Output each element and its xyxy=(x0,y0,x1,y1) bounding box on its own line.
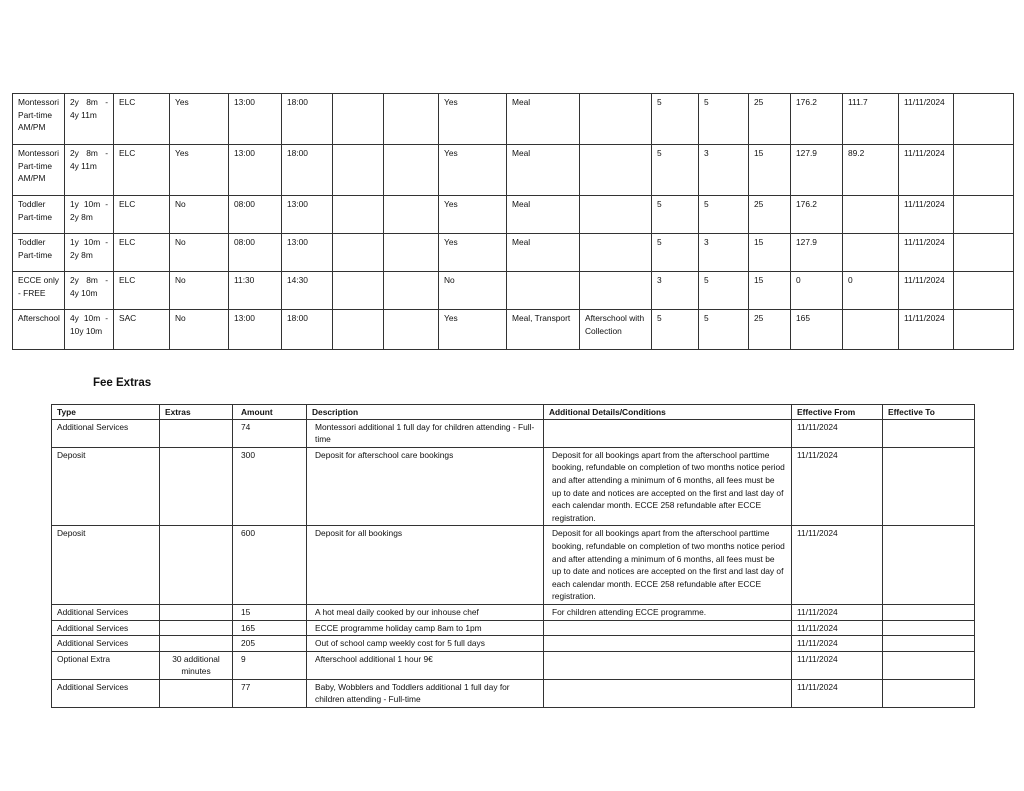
fee-cell-date: 11/11/2024 xyxy=(899,196,954,234)
fee-cell-sessions: 5 xyxy=(699,94,749,145)
fee-cell-days: 5 xyxy=(652,196,699,234)
fee-cell-hours: 15 xyxy=(749,145,791,196)
fee-extra-cell-amount: 77 xyxy=(233,679,307,707)
fee-extra-cell-details xyxy=(544,620,792,636)
fee-extra-cell-type: Additional Services xyxy=(52,620,160,636)
fee-extra-cell-description: Afterschool additional 1 hour 9€ xyxy=(307,651,544,679)
fee-cell-start: 13:00 xyxy=(229,145,282,196)
fee-extra-cell-details: Deposit for all bookings apart from the afterschool parttime booking, refundable on completion of two months notice period and after attending a minimum of 6 months, all fees must be up to date and notices are accepted on the first and last day of each calendar month. ECCE 258 refundable after ECCE registration. xyxy=(544,526,792,605)
fee-extra-cell-from: 11/11/2024 xyxy=(792,620,883,636)
fee-extra-cell-to xyxy=(883,419,975,447)
fee-cell-last xyxy=(954,272,1014,310)
fee-extra-cell-amount: 165 xyxy=(233,620,307,636)
fee-extra-cell-extras xyxy=(160,419,233,447)
fee-cell-end: 13:00 xyxy=(282,196,333,234)
fee-cell-fee: 176.2 xyxy=(791,196,843,234)
fee-cell-days: 5 xyxy=(652,145,699,196)
fee-extra-cell-amount: 9 xyxy=(233,651,307,679)
fee-cell-date: 11/11/2024 xyxy=(899,272,954,310)
fee-extras-table xyxy=(51,404,975,708)
fee-cell-fee: 176.2 xyxy=(791,94,843,145)
fee-extra-cell-from: 11/11/2024 xyxy=(792,447,883,526)
fee-cell-fee2: 111.7 xyxy=(843,94,899,145)
fee-cell-name: Toddler Part-time xyxy=(13,196,65,234)
fee-extra-cell-type: Additional Services xyxy=(52,604,160,620)
fee-cell-c8 xyxy=(384,145,439,196)
fee-cell-meals: Meal, Transport xyxy=(507,310,580,350)
header-details: Additional Details/Conditions xyxy=(544,405,792,420)
fee-extra-cell-type: Optional Extra xyxy=(52,651,160,679)
fee-cell-name: Afterschool xyxy=(13,310,65,350)
fee-cell-days: 5 xyxy=(652,94,699,145)
fee-row xyxy=(13,272,1014,310)
fee-extra-cell-amount: 300 xyxy=(233,447,307,526)
fee-cell-last xyxy=(954,145,1014,196)
fee-extra-cell-to xyxy=(883,620,975,636)
fee-extra-cell-details xyxy=(544,419,792,447)
fee-cell-end: 18:00 xyxy=(282,94,333,145)
fee-cell-meals: Meal xyxy=(507,196,580,234)
fee-cell-sessions: 3 xyxy=(699,234,749,272)
fee-cell-meals: Meal xyxy=(507,94,580,145)
header-description: Description xyxy=(307,405,544,420)
fee-cell-fee: 165 xyxy=(791,310,843,350)
fee-extra-cell-type: Deposit xyxy=(52,447,160,526)
header-extras: Extras xyxy=(160,405,233,420)
fee-extra-row xyxy=(52,620,975,636)
fee-cell-end: 18:00 xyxy=(282,145,333,196)
fee-row xyxy=(13,94,1014,145)
fee-extra-cell-from: 11/11/2024 xyxy=(792,604,883,620)
fee-cell-c8 xyxy=(384,94,439,145)
fee-extra-cell-from: 11/11/2024 xyxy=(792,651,883,679)
fee-cell-c7 xyxy=(333,196,384,234)
fee-cell-fee2: 0 xyxy=(843,272,899,310)
fee-extra-cell-extras xyxy=(160,620,233,636)
fee-cell-days: 3 xyxy=(652,272,699,310)
fee-extra-cell-description: Montessori additional 1 full day for children attending - Full-time xyxy=(307,419,544,447)
fee-cell-fee2 xyxy=(843,196,899,234)
fee-cell-date: 11/11/2024 xyxy=(899,145,954,196)
fee-cell-c8 xyxy=(384,272,439,310)
fee-extra-cell-details xyxy=(544,636,792,652)
fee-extra-cell-description: ECCE programme holiday camp 8am to 1pm xyxy=(307,620,544,636)
fee-cell-scheme: ELC xyxy=(114,94,170,145)
fee-extra-cell-to xyxy=(883,526,975,605)
fee-cell-name: Montessori Part-time AM/PM xyxy=(13,94,65,145)
fee-cell-notes: Afterschool with Collection xyxy=(580,310,652,350)
fee-cell-date: 11/11/2024 xyxy=(899,234,954,272)
fee-cell-fee: 127.9 xyxy=(791,234,843,272)
fee-cell-last xyxy=(954,196,1014,234)
fee-cell-sessions: 5 xyxy=(699,272,749,310)
fee-cell-days: 5 xyxy=(652,234,699,272)
fee-cell-name: Montessori Part-time AM/PM xyxy=(13,145,65,196)
fee-cell-start: 13:00 xyxy=(229,94,282,145)
fee-extra-cell-description: Out of school camp weekly cost for 5 full days xyxy=(307,636,544,652)
fee-cell-flag: No xyxy=(170,234,229,272)
fee-cell-last xyxy=(954,234,1014,272)
fee-cell-age: 2y 8m - 4y 10m xyxy=(65,272,114,310)
fee-extra-cell-details xyxy=(544,679,792,707)
fee-extra-cell-amount: 15 xyxy=(233,604,307,620)
fee-cell-flag: No xyxy=(170,310,229,350)
fee-cell-hours: 25 xyxy=(749,310,791,350)
fee-cell-age: 2y 8m - 4y 11m xyxy=(65,94,114,145)
fee-cell-end: 14:30 xyxy=(282,272,333,310)
fee-extra-cell-extras xyxy=(160,679,233,707)
fee-cell-date: 11/11/2024 xyxy=(899,310,954,350)
fee-cell-fee2 xyxy=(843,234,899,272)
fee-extra-cell-to xyxy=(883,679,975,707)
fee-cell-c7 xyxy=(333,145,384,196)
fee-cell-scheme: ELC xyxy=(114,234,170,272)
fee-cell-scheme: ELC xyxy=(114,272,170,310)
fee-extra-cell-from: 11/11/2024 xyxy=(792,526,883,605)
fee-cell-start: 08:00 xyxy=(229,196,282,234)
fee-extra-cell-to xyxy=(883,604,975,620)
fee-extra-cell-from: 11/11/2024 xyxy=(792,679,883,707)
fee-cell-fee: 0 xyxy=(791,272,843,310)
fee-cell-c7 xyxy=(333,94,384,145)
fee-cell-start: 08:00 xyxy=(229,234,282,272)
fee-row xyxy=(13,310,1014,350)
fee-cell-c7 xyxy=(333,310,384,350)
fee-cell-included: Yes xyxy=(439,310,507,350)
fee-cell-meals xyxy=(507,272,580,310)
fee-cell-c8 xyxy=(384,310,439,350)
fee-cell-notes xyxy=(580,94,652,145)
fee-extra-cell-from: 11/11/2024 xyxy=(792,419,883,447)
fees-table xyxy=(12,93,1014,350)
fee-extra-cell-to xyxy=(883,651,975,679)
fee-cell-notes xyxy=(580,196,652,234)
fee-extra-cell-amount: 600 xyxy=(233,526,307,605)
fee-cell-sessions: 5 xyxy=(699,196,749,234)
fee-cell-sessions: 3 xyxy=(699,145,749,196)
fee-cell-hours: 25 xyxy=(749,94,791,145)
fee-cell-days: 5 xyxy=(652,310,699,350)
fee-extra-cell-extras: 30 additional minutes xyxy=(160,651,233,679)
fee-extra-cell-type: Additional Services xyxy=(52,419,160,447)
fee-row xyxy=(13,145,1014,196)
fee-extra-cell-type: Deposit xyxy=(52,526,160,605)
fee-cell-fee2: 89.2 xyxy=(843,145,899,196)
fee-cell-hours: 15 xyxy=(749,272,791,310)
fee-cell-name: ECCE only - FREE xyxy=(13,272,65,310)
header-effective-to: Effective To xyxy=(883,405,975,420)
fee-cell-meals: Meal xyxy=(507,234,580,272)
fee-cell-flag: Yes xyxy=(170,145,229,196)
fee-extra-cell-from: 11/11/2024 xyxy=(792,636,883,652)
fee-cell-notes xyxy=(580,234,652,272)
fee-extra-row xyxy=(52,651,975,679)
fee-cell-last xyxy=(954,94,1014,145)
fee-extra-cell-extras xyxy=(160,447,233,526)
fee-cell-sessions: 5 xyxy=(699,310,749,350)
fee-cell-start: 13:00 xyxy=(229,310,282,350)
fee-extra-cell-type: Additional Services xyxy=(52,679,160,707)
fee-cell-meals: Meal xyxy=(507,145,580,196)
fee-cell-flag: No xyxy=(170,196,229,234)
fee-cell-fee: 127.9 xyxy=(791,145,843,196)
fee-cell-name: Toddler Part-time xyxy=(13,234,65,272)
fee-row xyxy=(13,234,1014,272)
fee-cell-c7 xyxy=(333,234,384,272)
fee-extra-cell-details xyxy=(544,651,792,679)
fee-extra-row xyxy=(52,419,975,447)
fee-cell-start: 11:30 xyxy=(229,272,282,310)
fee-cell-included: Yes xyxy=(439,94,507,145)
fee-cell-c8 xyxy=(384,234,439,272)
fee-cell-included: Yes xyxy=(439,196,507,234)
fee-extra-cell-to xyxy=(883,447,975,526)
fee-cell-scheme: ELC xyxy=(114,145,170,196)
fee-cell-included: Yes xyxy=(439,145,507,196)
fee-cell-last xyxy=(954,310,1014,350)
fee-cell-date: 11/11/2024 xyxy=(899,94,954,145)
fee-extra-row xyxy=(52,636,975,652)
fee-cell-age: 1y 10m - 2y 8m xyxy=(65,196,114,234)
fee-cell-hours: 25 xyxy=(749,196,791,234)
fee-extra-cell-extras xyxy=(160,604,233,620)
header-effective-from: Effective From xyxy=(792,405,883,420)
fee-extra-cell-amount: 74 xyxy=(233,419,307,447)
header-type: Type xyxy=(52,405,160,420)
fee-cell-hours: 15 xyxy=(749,234,791,272)
fee-cell-fee2 xyxy=(843,310,899,350)
fee-cell-end: 18:00 xyxy=(282,310,333,350)
fee-extras-header-row xyxy=(52,405,975,420)
fee-cell-scheme: SAC xyxy=(114,310,170,350)
fee-extra-row xyxy=(52,526,975,605)
fee-cell-end: 13:00 xyxy=(282,234,333,272)
fee-extra-row xyxy=(52,679,975,707)
fee-extra-row xyxy=(52,447,975,526)
fee-extra-cell-to xyxy=(883,636,975,652)
fee-cell-flag: Yes xyxy=(170,94,229,145)
fee-cell-age: 2y 8m - 4y 11m xyxy=(65,145,114,196)
fee-extra-cell-details: Deposit for all bookings apart from the afterschool parttime booking, refundable on completion of two months notice period and after attending a minimum of 6 months, all fees must be up to date and notices are accepted on the first and last day of each calendar month. ECCE 258 refundable after ECCE registration. xyxy=(544,447,792,526)
fee-cell-notes xyxy=(580,145,652,196)
fee-extra-cell-details: For children attending ECCE programme. xyxy=(544,604,792,620)
fee-cell-c7 xyxy=(333,272,384,310)
fee-extra-cell-description: Deposit for all bookings xyxy=(307,526,544,605)
fee-extra-cell-description: Deposit for afterschool care bookings xyxy=(307,447,544,526)
header-amount: Amount xyxy=(233,405,307,420)
fee-cell-c8 xyxy=(384,196,439,234)
fee-extra-cell-extras xyxy=(160,636,233,652)
fee-extra-cell-description: A hot meal daily cooked by our inhouse chef xyxy=(307,604,544,620)
fee-cell-age: 4y 10m - 10y 10m xyxy=(65,310,114,350)
fee-extra-cell-amount: 205 xyxy=(233,636,307,652)
fee-cell-flag: No xyxy=(170,272,229,310)
fee-cell-scheme: ELC xyxy=(114,196,170,234)
fee-extra-cell-extras xyxy=(160,526,233,605)
fee-row xyxy=(13,196,1014,234)
fee-extras-title: Fee Extras xyxy=(93,377,152,389)
fee-cell-age: 1y 10m - 2y 8m xyxy=(65,234,114,272)
fee-cell-included: Yes xyxy=(439,234,507,272)
fee-extra-cell-description: Baby, Wobblers and Toddlers additional 1 full day for children attending - Full-time xyxy=(307,679,544,707)
fee-extra-row xyxy=(52,604,975,620)
fee-cell-notes xyxy=(580,272,652,310)
fee-extra-cell-type: Additional Services xyxy=(52,636,160,652)
fee-cell-included: No xyxy=(439,272,507,310)
